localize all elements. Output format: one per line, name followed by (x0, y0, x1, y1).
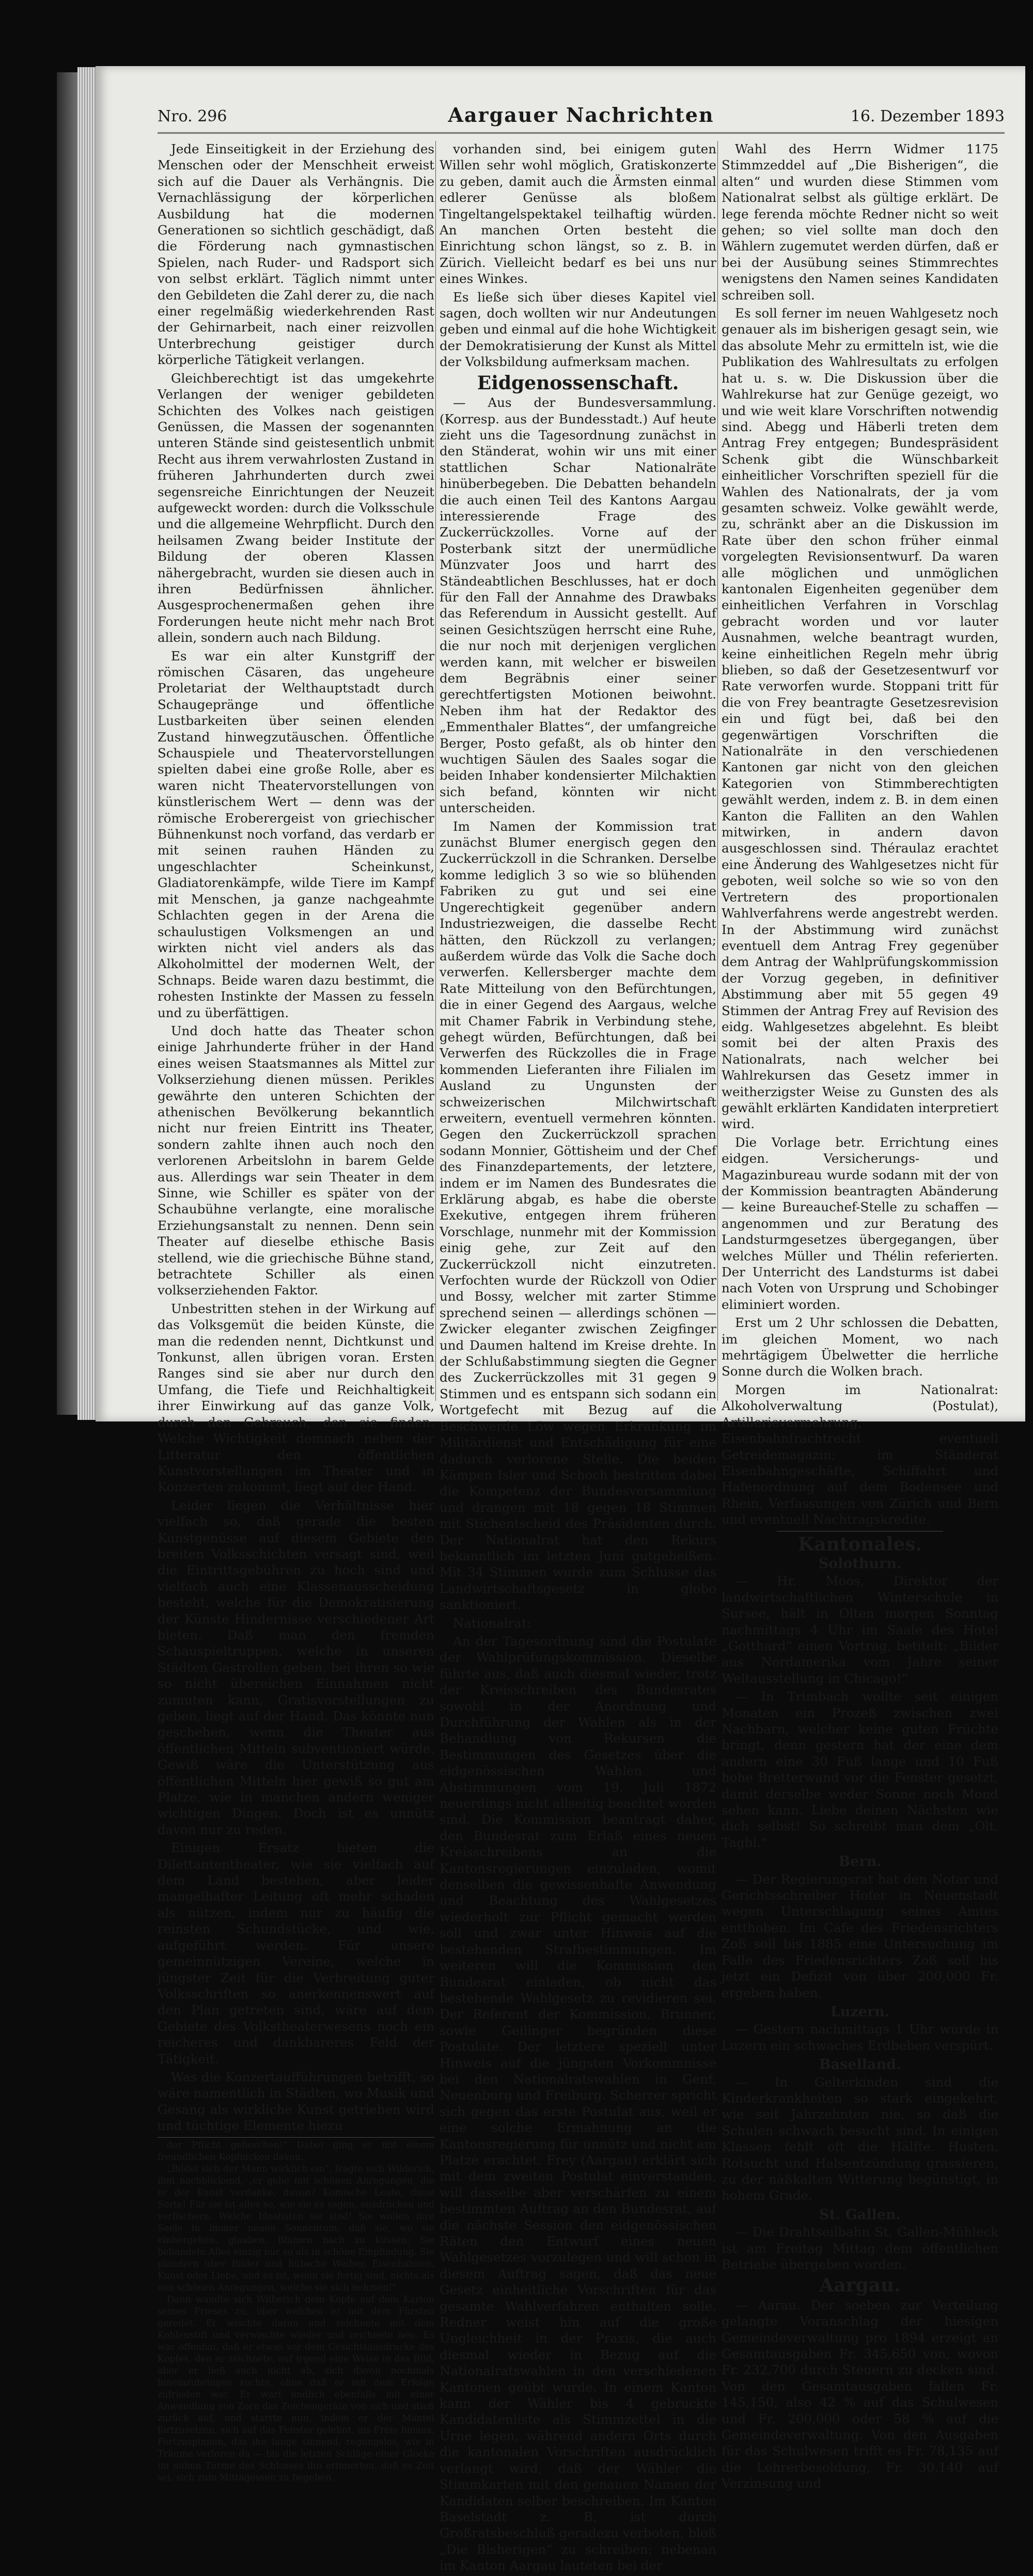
article-paragraph: Es ließe sich über dieses Kapitel viel sagen, doch wollten wir nur Andeutungen geben und einmal auf die hohe Wichtigkeit der Demokratisierung der Kunst als Mittel der Volksbildung aufmerksam machen. (440, 289, 716, 370)
article-paragraph: Leider liegen die Verhältnisse hier vielfach so, daß gerade die besten Kunstgenüsse auf diesem Gebiete den breiten Volksschichten versagt sind, weil die Eintrittsgebühren zu hoch sind und vielfach auch eine Klassenausscheidung besteht, welche für die Demokratisierung der Künste Hindernisse verschiedener Art bieten. Daß man den fremden Schauspieltruppen, welche in unseren Städten Gastrollen geben, bei ihren so wie so nicht übereichen Einnahmen nicht zumuten kann, Gratisvorstellungen zu geben, liegt auf der Hand. Das könnte nun geschehen, wenn die Theater aus öffentlichen Mitteln subventioniert würde. Gewiß wäre die Unterstützung aus öffentlichen Mitteln hier gewiß so gut am Platze, wie in manchen andern weniger wichtigen Dingen. Doch ist es unnütz davon nur zu reden. (158, 1497, 434, 1837)
section-heading: Kantonales. (797, 1533, 922, 1555)
article-paragraph: — Aarau. Der soeben zur Verteilung gelangte Voranschlag der hiesigen Gemeindeverwaltung pro 1894 erzeigt an Gesamtausgaben Fr. 345,650 von, wovon Fr. 232,700 durch Steuern zu decken sind. Von den Gesamtausgaben fallen Fr. 145,150, also 42 % auf das Schulwesen und Fr. 200,000 oder 58 % auf die Gemeindeverwaltung. Von den Ausgaben für das Schulwesen trifft es Fr. 78,135 auf die Lehrerbesoldung, Fr. 30,140 auf Verzinsung und (722, 2297, 998, 2491)
article-paragraph: Was die Konzertaufführungen betrifft, so wäre namentlich in Städten, wo Musik und Gesang als wirkliche Kunst getrieben wird und tüchtige Elemente hiezu (158, 2069, 434, 2134)
feuilleton (158, 2137, 434, 2484)
article-paragraph: Wahl des Herrn Widmer 1175 Stimmzeddel auf „Die Bisherigen“, die alten“ und wurden diese Stimmen vom Nationalrat selbst als gültige erklärt. De lege ferenda möchte Redner nicht so weit gehen; so viel sollte man doch den Wählern zugemutet werden dürfen, daß er bei der Ausübung seines Stimmrechtes wenigstens den Namen seines Kandidaten schreiben soll. (722, 141, 998, 303)
section-heading: Eidgenossenschaft. (477, 372, 679, 394)
feuilleton-paragraph: der Pflicht gehorchen!" Dabei ging er mit einem freundlichen Kopfnicken davon. (158, 2140, 434, 2162)
newspaper-title: Aargauer Nachrichten (448, 103, 714, 127)
article-paragraph: Die Vorlage betr. Errichtung eines eidgen. Versicherungs- und Magazinbureau wurde sodann mit der von der Kommission beantragten Abänderung — keine Bureauchef-Stelle zu schaffen — angenommen und zur Beratung des Landsturmgesetzes übergegangen, über welches Müller und Thélin referierten. Der Unterricht des Landsturms ist dabei nach Voten von Ursprung und Schobinger eliminiert worden. (722, 1134, 998, 1312)
region-heading: St. Gallen. (819, 2206, 901, 2223)
region-heading: Luzern. (830, 2003, 890, 2020)
article-paragraph: Es war ein alter Kunstgriff der römischen Cäsaren, das ungeheure Proletariat der Welthauptstadt durch Schaugepränge und öffentliche Lustbarkeiten über seinen elenden Zustand hinwegzutäuschen. Öffentliche Schauspiele und Theatervorstellungen spielten dabei eine große Rolle, aber es waren nicht Theatervorstellungen von künstlerischem Wert — denn was der römische Eroberergeist von griechischer Bühnenkunst noch vorfand, das verdarb er mit seinen rauhen Händen zu ungeschlachter Scheinkunst, Gladiatorenkämpfe, wilde Tiere im Kampf mit Menschen, ja ganze nachgeahmte Schlachten gegen in der Arena die schaulustigen Volksmengen an und wirkten nicht viel anders als das Alkoholmittel der modernen Welt, der Schnaps. Beide waren dazu bestimmt, die rohesten Instinkte der Massen zu fesseln und zu überfättigen. (158, 648, 434, 1020)
newspaper-page (96, 66, 1025, 2573)
region-heading: Baselland. (819, 2057, 901, 2073)
issue-date: 16. Dezember 1893 (850, 107, 1005, 125)
subheading: Nationalrat: (453, 1615, 531, 1631)
article-paragraph: Jede Einseitigkeit in der Erziehung des Menschen oder der Menschheit erweist sich auf die Dauer als Verhängnis. Die Vernachlässigung der körperlichen Ausbildung hat die modernen Generationen so sichtlich geschädigt, daß die Förderung nach gymnastischen Spielen, nach Ruder- und Radsport sich von selbst erklärt. Täglich nimmt unter den Gebildeten die Zahl derer zu, die nach einer regelmäßig wiederkehrenden Rast der Gehirnarbeit, nach einer reizvollen Unterbrechung geistiger durch körperliche Tätigkeit verlangen. (158, 141, 434, 368)
section-heading: Aargau. (819, 2274, 901, 2297)
article-paragraph: — Die Drahtseilbahn St. Gallen-Mühleck ist am Freitag Mittag dem öffentlichen Betriebe übergeben worden. (722, 2224, 998, 2272)
article-paragraph: An der Tagesordnung sind die Postulate der Wahlprüfungskommission. Dieselbe führte aus, daß auch diesmal wieder, trotz der Kreisschreiben des Bundesrates sowohl in der Anordnung und Durchführung der Wahlen als in der Behandlung von Rekursen die Bestimmungen des Gesetzes über die eidgenössischen Wahlen und Abstimmungen vom 19. Juli 1872 neuerdings nicht allseitig beachtet worden sind. Die Kommission beantragt daher, den Bundesrat zum Erlaß eines neuen Kreisschreibens an die Kantonsregierungen einzuladen, womit denselben die gewissenhafte Anwendung und Beachtung des Wahlgesetzes wiederholt zur Pflicht gemacht werden soll und zwar unter Hinweis auf die bestehenden Strafbestimmungen. Im weiteren will die Kommission den Bundesrat einladen, ob nicht das bestehende Wahlgesetz zu revidieren sei. Der Referent der Kommission, Brunner, sowie Geilinger begründen diese Postulate. Der letztere speziell unter Hinweis auf die jüngsten Vorkommnisse bei den Nationalratswahlen in Genf, Neuenburg und Freiburg. Scherrer spricht sich gegen das erste Postulat aus, weil er eine solche Ermahnung an die Kantonsregierung für unnütz und nicht am Platze erachtet. Frey (Aargau) erklärt sich mit dem zweiten Postulat einverstanden, will dasselbe aber verschärfen zu einem bestimmten Auftrag an den Bundesrat, auf die nächste Session den eidgenössischen Räten den Entwurf eines neuen Wahlgesetzes vorzulegen und will schon in diesem Auftrag sagen, daß das neue Gesetz einheitliche Vorschriften für das gesamte Wahlverfahren enthalten solle. Redner weist hin auf die große Ungleichheit in der Praxis, die auch diesmal wieder in Bezug auf die Nationalratswahlen in den verschiedenen Kantonen geübt wurde. In einem Kanton kann der Wähler bis 4 gebruckte Kandidatenliste als Stimmzettel in die Urne legen, während andern Orts durch die kantonalen Vorschriften ausdrücklich verlangt wird, daß der Wähler die Stimmkarten mit den genauen Namen der Kandidaten selber beschreiben. Im Kanton Baselstadt z. B. ist durch Großratsbeschluß geradezu verboten, bloß „Die Bisherigen“ zu schreiben; nebenan im Kanton Aargau lauteten bei der (440, 1633, 716, 2573)
issue-number: Nro. 296 (158, 107, 227, 125)
column-1 (158, 141, 434, 2484)
article-paragraph: Unbestritten stehen in der Wirkung auf das Volksgemüt die beiden Künste, die man die redenden nennt, Dichtkunst und Tonkunst, allen übrigen voran. Ersten Ranges sind sie aber nur durch den Umfang, die Tiefe und Reichhaltigkeit ihrer Einwirkung auf das ganze Volk, durch den Gebrauch, den sie finden. Welche Wichtigkeit demnach neben der Litteratur den öffentlichen Kunstvorstellungen im Theater und in Konzerten zukommt, liegt auf der Hand. (158, 1301, 434, 1495)
region-heading: Solothurn. (818, 1555, 902, 1572)
header-rule (158, 132, 1005, 134)
article-paragraph: Einigen Ersatz bieten die Dilettantentheater, wie sie vielfach auf dem Land bestehen, aber leider mangelhafter Leitung oft mehr schaden als nützen, indem nur zu häufig die reinsten Schundstücke, und wie, aufgeführt werden. Für unsere gemeinnützigen Vereine, welche in jüngster Zeit für die Verbreitung guter Volksschriften so anerkennenswert auf den Plan getreten sind, wäre auf dem Gebiete des Volkstheaterwesens noch ein reicheres und dankbareres Feld der Tätigkeit. (158, 1840, 434, 2066)
article-paragraph: vorhanden sind, bei einigem guten Willen sehr wohl möglich, Gratiskonzerte zu geben, damit auch die Ärmsten einmal edlerer Genüsse als bloßem Tingeltangelspektakel teilhaftig würden. An manchen Orten besteht die Einrichtung schon längst, so z. B. in Zürich. Vielleicht bedarf es bei uns nur eines Winkes. (440, 141, 716, 287)
column-3 (722, 141, 998, 2494)
article-paragraph: Es soll ferner im neuen Wahlgesetz noch genauer als im bisherigen gesagt sein, wie das absolute Mehr zu ermitteln ist, wie die Publikation des Wahlresultats zu erfolgen hat u. s. w. Die Diskussion über die Wahlrekurse hat zur Genüge gezeigt, wo und wie weit klare Vorschriften notwendig sind. Abegg und Häberli treten dem Antrag Frey entgegen; Bundespräsident Schenk gibt die Wünschbarkeit einheitlicher Vorschriften speziell für die Wahlen des Nationalrats, der ja vom gesamten schweiz. Volke gewählt werde, zu, schränkt aber an die Diskussion im Rate über den schon früher einmal vorgelegten Revisionsentwurf. Da waren alle möglichen und unmöglichen kantonalen Eigenheiten gegenüber dem einheitlichen Verfahren in Vorschlag gebracht worden und vor lauter Ausnahmen, welche beantragt wurden, keine einheitlichen Regeln mehr übrig blieben, so daß der Gesetzesentwurf vor Rate verworfen wurde. Stoppani tritt für die von Frey beantragte Gesetzesrevision ein und fügt bei, daß bei den gegenwärtigen Vorschriften die Nationalräte in den verschiedenen Kantonen gar nicht von den gleichen Kategorien von Stimmberechtigten gewählt werden, indem z. B. in dem einen Kanton die Falliten an den Wahlen mitwirken, in andern davon ausgeschlossen sind. Théraulaz erachtet eine Änderung des Wahlgesetzes nicht für geboten, weil solche so wie so von den Vertretern des proportionalen Wahlverfahrens werde angestrebt werden. In der Abstimmung wird zunächst eventuell dem Antrag Frey gegenüber dem Antrag der Wahlprüfungskommission der Vorzug gegeben, in definitiver Abstimmung aber mit 55 gegen 49 Stimmen der Antrag Frey auf Revision des eidg. Wahlgesetzes abgelehnt. Es bleibt somit bei der alten Praxis des Nationalrats, nach welcher bei Wahlrekursen das Gesetz immer in weitherzigster Weise zu Gunsten des als gewählt erklärten Kandidaten interpretiert wird. (722, 306, 998, 1132)
feuilleton-paragraph: Dann wandte sich Wilberich dem Kopfe auf dem Karton seines Frieses zu, über welchen er mit dem Fürsten geredet. Er wischte daran und zeichnete mit dem Kohlenstift und verwischte wieder und zeichnete neu. Es war offenbar, daß er etwas vor dem Gesichtsausdrucke des Kopfes, den er zeichnete, auf irgend eine Weise in das Bild, aber er ließ auch nicht ab, sich davon nochmals hineinzubringen suchte, ohne daß er mit dem Erfolge zufrieden war. Er warf endlich ebenfalls mit einer Anwandlung von Zorn das Zeichengeräte von sich und stieß zurück auf, und starrte nun, indem er der Mantel fortzusetzen, sich auf das Fenster gelehnt, ins Freie hinaus. Fortzuspinnen, das ihn lange sinnend, regungslos, wie in Träume verloren da — bis die letzten Schläge einer Glocke im nahen Turme des Schlosses ihn erinnerten, daß es Zeit sei, sich zum Mittagessen zu begeben. (158, 2294, 434, 2483)
page-header (158, 103, 1005, 134)
article-paragraph: Erst um 2 Uhr schlossen die Debatten, im gleichen Moment, wo nach mehrtägigem Übelwetter die herrliche Sonne durch die Wolken brach. (722, 1315, 998, 1379)
article-paragraph: — Hr. Moos, Direktor der landwirtschaftlichen Winterschule in Sursee, hält in Olten morgen Sonntag nachmittags 4 Uhr im Saale des Hotel „Gotthard“ einen Vortrag, betitelt: „Bilder aus Nordamerika vom Jahre seiner Weltausstellung in Chicago!“ (722, 1573, 998, 1686)
article-paragraph: — Aus der Bundesversammlung. (Korresp. aus der Bundesstadt.) Auf heute zieht uns die Tagesordnung zunächst in den Ständerat, wohin wir uns mit einer stattlichen Schar Nationalräte hinüberbegeben. Die Debatten behandeln die auch einen Teil des Kantons Aargau interessierende Frage des Zuckerrückzolles. Vorne auf der Posterbank sitzt der unermüdliche Münzvater Joos und harrt des Ständeabtlichen Beschlusses, hat er doch für den Fall der Annahme des Drawbaks das Referendum in Aussicht gestellt. Auf seinen Gesichtszügen herrscht eine Ruhe, die nur noch mit derjenigen verglichen werden kann, mit welcher er bisweilen dem Begräbnis einer seiner gerechtfertigsten Motionen beiwohnt. Neben ihm hat der Redaktor des „Emmenthaler Blattes“, der umfangreiche Berger, Posto gefaßt, als ob hinter den wuchtigen Säulen des Saales sogar die beiden Inhaber kondensierter Milchaktien sich befand, könnten wir nicht unterscheiden. (440, 395, 716, 816)
article-paragraph: Im Namen der Kommission trat zunächst Blumer energisch gegen den Zuckerrückzoll in die Schranken. Derselbe komme lediglich 3 so wie so blühenden Fabriken zu gut und sei eine Ungerechtigkeit gegenüber andern Industriezweigen, die dasselbe Recht hätten, den Rückzoll zu verlangen; außerdem würde das Volk die Sache doch verwerfen. Kellersberger machte dem Rate Mitteilung von den Befürchtungen, die in einer Gegend des Aargaus, welche mit Chamer Fabrik in Verbindung stehe, gehegt würden, Befürchtungen, daß bei Verwerfen des Rückzolles die in Frage kommenden Lieferanten ihre Filialen im Ausland zu Ungunsten der schweizerischen Milchwirtschaft erweitern, eventuell vermehren könnten. Gegen den Zuckerrückzoll sprachen sodann Monnier, Göttisheim und der Chef des Finanzdepartements, der letztere, indem er im Namen des Bundesrates die Erklärung abgab, es habe die oberste Exekutive, entgegen ihrem früheren Vorschlage, nunmehr mit der Kommission einig gehe, zur Zeit auf den Zuckerrückzoll nicht einzutreten. Verfochten wurde der Rückzoll von Odier und Bossy, welcher mit zarter Stimme sprechend seinen — allerdings schönen — Zwicker eleganter zwischen Zeigfinger und Daumen haltend im Kreise drehte. In der Schlußabstimmung siegten die Gegner des Zuckerrückzolles mit 31 gegen 9 Stimmen und es entspann sich sodann ein Wortgefecht mit Bezug auf die Beschwerde Löw wegen Erkrankung im Militärdienst und Entschädigung für eine dadurch verlorene Stelle. Die beiden Kämpen Isler und Schoch bestritten dabei die Kompetenz der Bundesversammlung und drangen mit 18 gegen 18 Stimmen mit Stichentscheid des Präsidenten durch. Der Nationalrat hat den Rekurs bekanntlich im letzten Juni gutgeheißen. Mit 34 Stimmen wurde zum Schlusse das Landwirtschaftsgesetz in globo sanktioniert. (440, 818, 716, 1613)
column-divider (717, 141, 718, 1401)
feuilleton-paragraph: „Bildet sich der Mann wirklich ein“, fragte sich Wilderich, ihm nachblickend, „er gehe mit schönen Anregungen, die er der Kunst verdanke, davon? Komische Leute, diese Sorte! Für sie ist alles so, wie sie es sagen, ausdrücken und verfischern. Welche Idealisten sie sind! Sie wollen ihre Seele in immer neuen Sonnentum, daß sie, wo sie einhergehen, glauben, Blumen nach zu küssen; Sie behandeln Alles einzig nur so als in schöne Empfindung. Sie plaudern über Bilder und hübsche Weiber, Eisenbahnen, Kunst oder Liebe, und es ist, wenn sie fertig sind, nichts als von schönen Anregungen, welche sie sich nehmen!" (158, 2163, 434, 2293)
article-paragraph: Gleichberechtigt ist das umgekehrte Verlangen der weniger gebildeten Schichten des Volkes nach geistigen Genüssen, die Massen der sogenannten unteren Stände sind geistesentlich unbmit Recht aus ihrem verwahrlosten Zustand in früheren Jahrhunderten durch zwei segensreiche Einrichtungen der Neuzeit aufgeweckt worden: durch die Volksschule und die allgemeine Wehrpflicht. Durch den heilsamen Zwang beider Institute der Bildung der oberen Klassen nähergebracht, wurden sie diesen auch in ihren Bedürfnissen ähnlicher. Ausgesprochenermaßen gehen ihre Forderungen heute nicht mehr nach Brot allein, sondern auch nach Bildung. (158, 370, 434, 645)
article-paragraph: — Der Regierungsrat hat den Notar und Gerichtsschreiber Hofer in Neuenstadt wegen Unterschlagung seines Amtes entthoben. Im Cafe des Friedensrichters Zoß soll bis 1885 eine Untersuchung im Falle des Friedensrichters Zoß soll bis jetzt ein Defizit von über 200,000 Fr. ergeben haben. (722, 1871, 998, 2000)
article-paragraph: Und doch hatte das Theater schon einige Jahrhunderte früher in der Hand eines weisen Staatsmannes als Mittel zur Volkserziehung dienen müssen. Perikles gewährte den unteren Schichten der athenischen Bevölkerung bekanntlich nicht nur freien Eintritt ins Theater, sondern zahlte ihnen auch noch den verlorenen Arbeitslohn in barem Gelde aus. Allerdings war sein Theater in dem Sinne, wie Schiller es später von der Schaubühne verlangte, eine moralische Erziehungsanstalt zu nennen. Denn sein Theater auf dieselbe ethische Basis stellend, wie die griechische Bühne stand, betrachtete Schiller als einen volkserziehenden Faktor. (158, 1023, 434, 1298)
region-heading: Bern. (838, 1854, 882, 1870)
article-paragraph: Morgen im Nationalrat: Alkoholverwaltung (Postulat), Artillerievermehrung, Eisenbahnfrachtrecht eventuell Getreidemagazin; im Ständerat Eisenbahngeschäfte, Schiffahrt und Hafenordnung auf dem Bodensee und Rhein, Verfassungen von Zürich und Bern und eventuell Nachtragskredite. (722, 1382, 998, 1527)
article-paragraph: — In Trimbach wollte seit einigen Monaten ein Prozeß zwischen zwei Nachbarn, welcher keine guten Früchte bringt, denn gestern hat der eine dem andern eine 30 Fuß lange und 10 Fuß hohe Bretterwand vor die Fenster gesetzt, damit derselbe weder Sonne noch Mond sehen kann. Liebe deinen Nächsten wie dich selbst! So schreibt man dem „Olt. Tagbl.“ (722, 1689, 998, 1850)
column-2 (440, 141, 716, 2576)
article-paragraph: — In Gelterkinden sind die Kinderkrankheiten so stark eingekehrt, wie seit Jahrzehnten nie, so daß die Schulen schwach besucht sind. In einigen Klassen fehlt oft die Hälfte. Husten, Rotsucht und Halsentzündung grassieren, zu der näßkalten Witterung begünstigt, in hohem Grade. (722, 2074, 998, 2203)
column-divider (435, 141, 436, 1401)
article-paragraph: — Gestern nachmittags 1 Uhr wurde in Luzern ein schwaches Erdbeben verspürt. (722, 2021, 998, 2053)
